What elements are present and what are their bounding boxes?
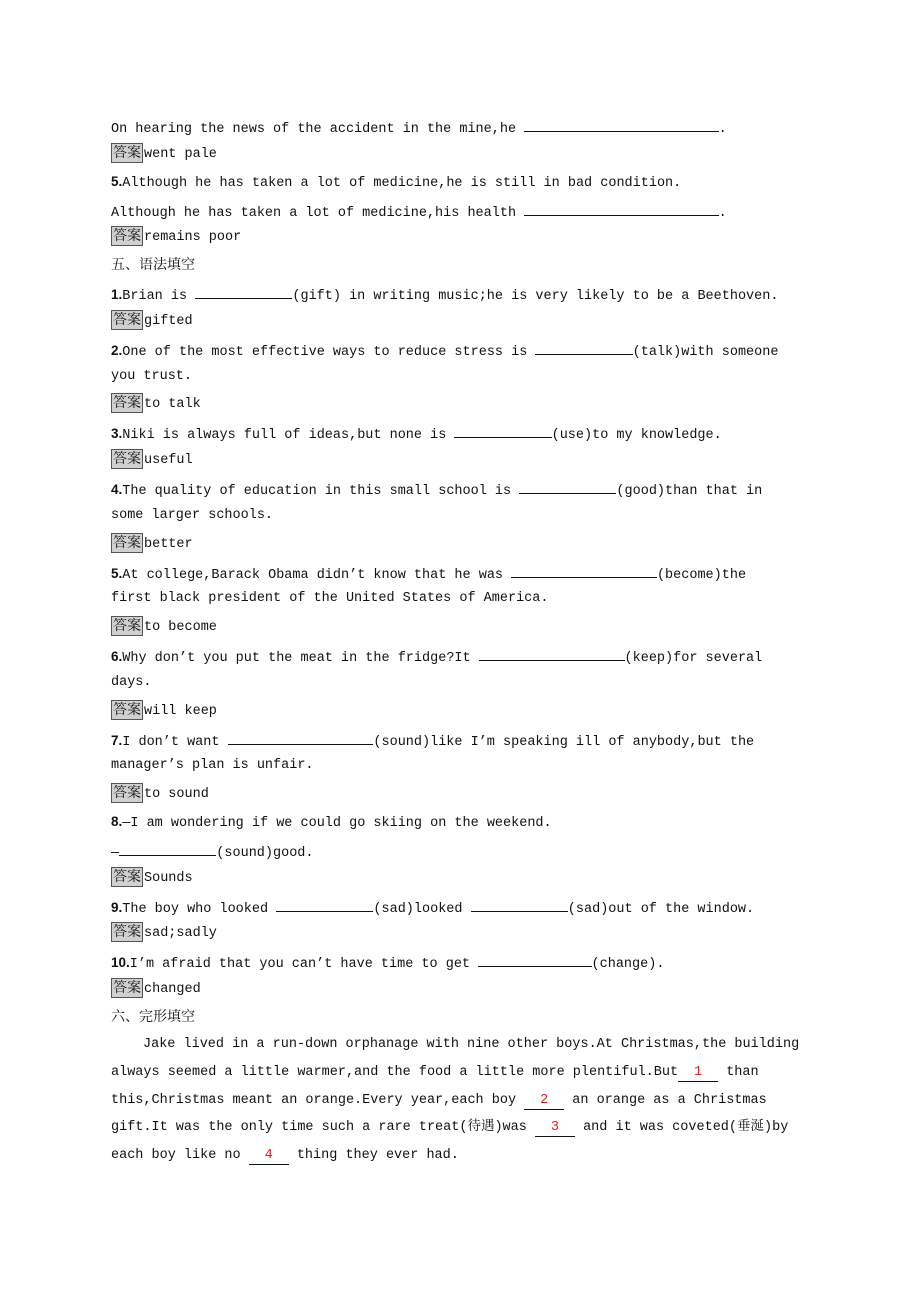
question-line (111, 505, 811, 533)
line-text: (sound)like I’m speaking ill of anybody,but the (373, 734, 755, 750)
question-line (111, 950, 811, 978)
line-text: gift.It was the only time such a rare treat(待遇)was (111, 1120, 535, 1136)
answer-text: to sound (144, 787, 209, 803)
question-line (111, 811, 811, 839)
answer-text: will keep (144, 703, 217, 719)
answer-blank (119, 839, 216, 856)
question-number: 7. (111, 732, 123, 748)
line-text: (talk)with someone (632, 344, 779, 360)
line-text: (sad)looked (373, 901, 471, 917)
line-text: thing they ever had. (288, 1148, 459, 1164)
answer-blank (479, 644, 625, 661)
line-text: you trust. (111, 368, 193, 384)
line-text: — (111, 845, 120, 861)
answer-blank (519, 477, 616, 494)
answer-blank (276, 895, 373, 912)
answer-line (111, 393, 811, 421)
question-line (111, 199, 811, 227)
answer-blank (535, 338, 632, 355)
answer-text: to become (144, 620, 217, 636)
section-heading (111, 1006, 811, 1034)
question-line (111, 672, 811, 700)
line-text: (sad)out of the window. (567, 901, 755, 917)
line-text: The boy who looked (122, 901, 277, 917)
line-text: an orange as a Christmas (564, 1092, 767, 1108)
line-text: always seemed a little warmer,and the food a little more plentiful.But (111, 1064, 679, 1080)
answer-text: changed (144, 982, 201, 998)
cloze-blank: 2 (524, 1093, 564, 1110)
line-text: (good)than that in (616, 483, 763, 499)
question-line (111, 728, 811, 756)
question-line (111, 839, 811, 867)
question-line (111, 1117, 811, 1145)
line-text: Niki is always full of ideas,but none is (122, 428, 455, 444)
question-line (111, 338, 811, 366)
question-line (111, 115, 811, 143)
question-line (111, 282, 811, 310)
answer-text: remains poor (144, 230, 242, 246)
answer-badge: 答案 (113, 868, 141, 885)
line-text: (sound)good. (216, 845, 314, 861)
question-number: 2. (111, 342, 123, 358)
question-line (111, 644, 811, 672)
answer-badge: 答案 (113, 534, 141, 551)
answer-blank (195, 282, 292, 299)
line-text: Although he has taken a lot of medicine,he is still in bad condition. (122, 175, 682, 191)
line-text: —I am wondering if we could go skiing on the weekend. (122, 816, 552, 832)
line-text: (become)the (656, 567, 747, 583)
line-text: At college,Barack Obama didn’t know that he was (122, 567, 512, 583)
answer-line (111, 533, 811, 561)
answer-badge: 答案 (113, 311, 141, 328)
answer-blank (524, 115, 718, 132)
question-number: 10. (111, 955, 130, 971)
answer-line (111, 783, 811, 811)
line-text: than (718, 1064, 759, 1080)
answer-line (111, 867, 811, 895)
cloze-blank: 1 (678, 1065, 718, 1082)
line-text: Although he has taken a lot of medicine,his health (111, 205, 525, 221)
answer-line (111, 922, 811, 950)
question-line (111, 421, 811, 449)
question-line (111, 895, 811, 923)
question-number: 3. (111, 426, 123, 442)
question-number: 6. (111, 649, 123, 665)
line-text: first black president of the United States of America. (111, 591, 549, 607)
answer-blank (471, 895, 568, 912)
answer-badge: 答案 (113, 701, 141, 718)
line-text: some larger schools. (111, 507, 274, 523)
line-text: (use)to my knowledge. (551, 428, 722, 444)
answer-badge: 答案 (113, 924, 141, 941)
answer-line (111, 978, 811, 1006)
line-text: . (718, 122, 727, 137)
question-line (111, 171, 811, 199)
answer-text: gifted (144, 313, 193, 329)
answer-text: to talk (144, 397, 201, 413)
line-text: One of the most effective ways to reduce stress is (122, 344, 536, 360)
cloze-blank: 4 (249, 1148, 289, 1165)
line-text: (keep)for several (624, 651, 763, 667)
question-number: 9. (111, 899, 123, 915)
question-number: 4. (111, 481, 123, 497)
answer-line (111, 226, 811, 254)
line-text: I’m afraid that you can’t have time to get (129, 957, 479, 973)
line-text: this,Christmas meant an orange.Every year,each boy (111, 1092, 525, 1108)
answer-line (111, 616, 811, 644)
question-number: 5. (111, 173, 123, 189)
question-number: 1. (111, 287, 123, 303)
answer-badge: 答案 (113, 228, 141, 245)
answer-blank (511, 561, 657, 578)
line-text: Brian is (122, 289, 196, 305)
question-line (111, 477, 811, 505)
answer-badge: 答案 (113, 618, 141, 635)
answer-text: Sounds (144, 870, 193, 886)
question-line (111, 1145, 811, 1173)
line-text: 六、完形填空 (111, 1009, 195, 1025)
question-number: 5. (111, 565, 123, 581)
answer-line (111, 143, 811, 171)
section-heading (111, 254, 811, 282)
line-text: . (718, 205, 727, 221)
question-line (111, 366, 811, 394)
line-text: I don’t want (122, 734, 228, 750)
answer-blank (478, 950, 591, 967)
line-text: Jake lived in a run-down orphanage with nine other boys.At Christmas,the building (143, 1036, 800, 1052)
question-line (111, 1034, 811, 1062)
question-line (111, 1062, 811, 1090)
answer-badge: 答案 (113, 980, 141, 997)
exercise-content (111, 115, 811, 1173)
answer-badge: 答案 (113, 395, 141, 412)
answer-line (111, 700, 811, 728)
answer-badge: 答案 (113, 144, 141, 161)
line-text: days. (111, 674, 152, 690)
question-line (111, 1090, 811, 1118)
line-text: The quality of education in this small school is (122, 483, 520, 499)
answer-blank (454, 421, 551, 438)
line-text: Why don’t you put the meat in the fridge?It (122, 651, 479, 667)
cloze-blank: 3 (535, 1120, 575, 1137)
question-line (111, 561, 811, 589)
answer-text: went pale (144, 146, 217, 162)
line-text: and it was coveted(垂涎)by (574, 1120, 789, 1136)
answer-badge: 答案 (113, 451, 141, 468)
answer-text: useful (144, 453, 193, 469)
line-text: (gift) in writing music;he is very likely to be a Beethoven. (292, 289, 779, 305)
question-line (111, 755, 811, 783)
line-text: On hearing the news of the accident in the mine,he (111, 122, 525, 137)
answer-blank (524, 199, 718, 216)
answer-line (111, 310, 811, 338)
answer-line (111, 449, 811, 477)
answer-text: better (144, 536, 193, 552)
line-text: (change). (591, 957, 665, 973)
question-number: 8. (111, 814, 123, 830)
answer-badge: 答案 (113, 785, 141, 802)
line-text: each boy like no (111, 1148, 249, 1164)
answer-text: sad;sadly (144, 926, 217, 942)
line-text: 五、语法填空 (111, 257, 195, 274)
line-text: manager’s plan is unfair. (111, 758, 314, 774)
answer-blank (228, 728, 374, 745)
question-line (111, 588, 811, 616)
